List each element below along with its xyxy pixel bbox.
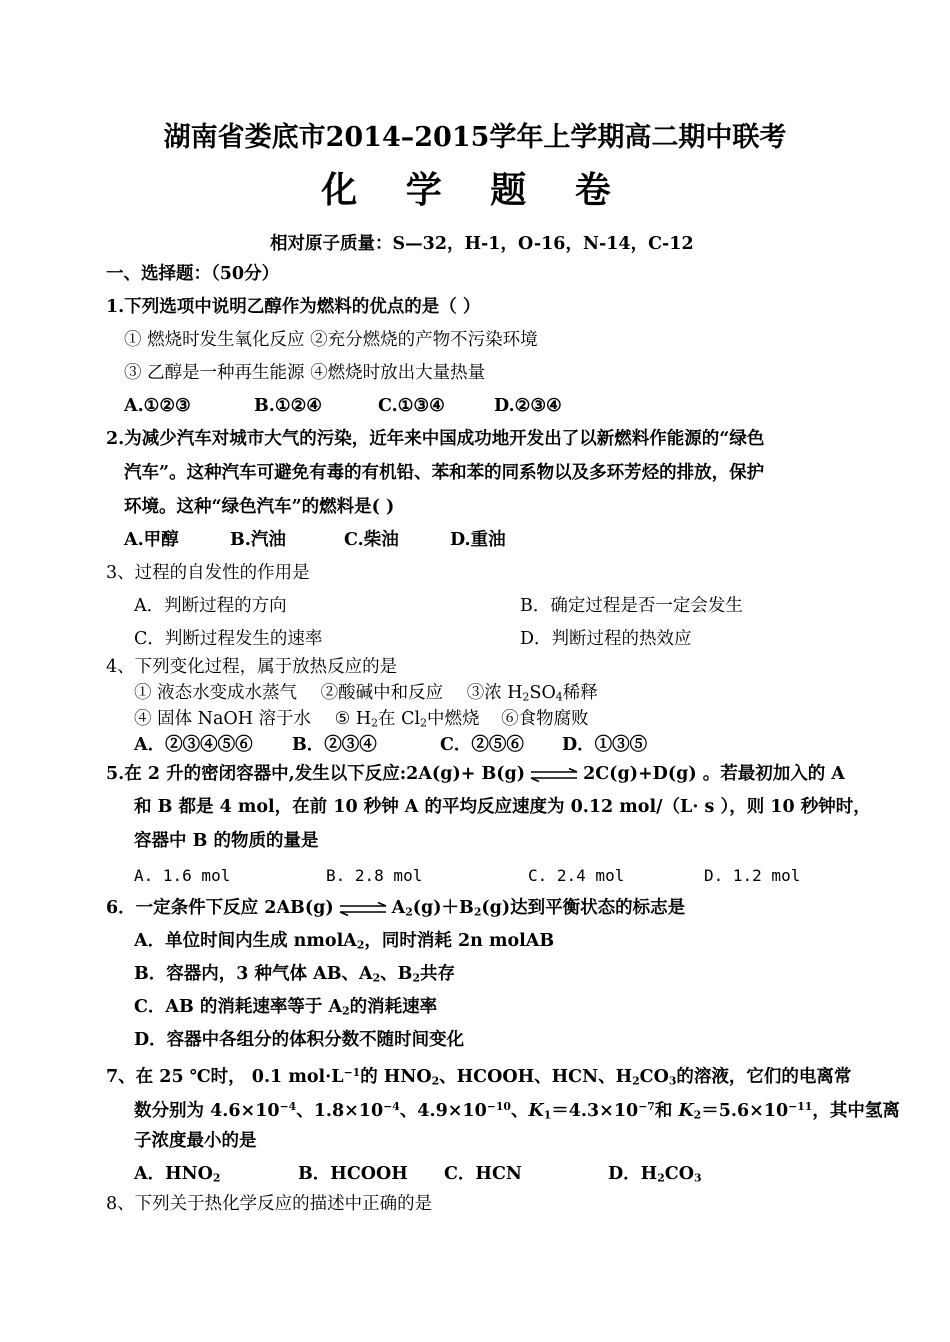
q3-stem: 3、过程的自发性的作用是 [106, 563, 310, 583]
q1-option-c: C.①③④ [378, 396, 445, 416]
q5-option-d: D. 1.2 mol [704, 866, 801, 885]
q4-line2 [134, 707, 589, 736]
q6-option-b: B．容器内，3 种气体 AB、$A_2$、$B_2$共存 [134, 964, 455, 985]
q1-line2: ③ 乙醇是一种再生能源 ④燃烧时放出大量热量 [124, 363, 486, 383]
q5-line3: 容器中 B 的物质的量是 [134, 831, 319, 851]
q5-line1: 5.在 2 升的密闭容器中,发生以下反应:2A(g)+ B(g) 2C(g)+D(g) 。若最初加入的 A [106, 764, 845, 784]
q1-option-b: B.①②④ [254, 396, 322, 416]
section-heading: 一、选择题：（50分） [106, 264, 280, 284]
q4-item-4: ④ 固体 NaOH 溶于水 [134, 709, 312, 729]
q5-option-b: B. 2.8 mol [326, 866, 423, 885]
q1-option-a: A.①②③ [124, 396, 191, 416]
q4-item-6: ⑥食物腐败 [501, 709, 589, 729]
q3-option-a: A．判断过程的方向 [134, 596, 287, 616]
exam-title: 湖南省娄底市2014–2015学年上学期高二期中联考 [163, 122, 787, 153]
equilibrium-arrow-icon [338, 902, 388, 916]
q4-stem: 4、下列变化过程，属于放热反应的是 [106, 657, 398, 677]
q2-line2: 汽车”。这种汽车可避免有毒的有机铅、苯和苯的同系物以及多环芳烃的排放，保护 [124, 463, 765, 483]
q2-option-c: C.柴油 [344, 530, 399, 550]
q4-option-a: A．②③④⑤⑥ [134, 735, 253, 755]
q4-item-2: ②酸碱中和反应 [320, 683, 444, 703]
q6-option-c: C．AB 的消耗速率等于 $A_2$的消耗速率 [134, 997, 438, 1018]
q7-option-d: D．$H_2CO_3$ [608, 1164, 702, 1185]
q4-option-c: C．②⑤⑥ [440, 735, 524, 755]
q4-option-d: D．①③⑤ [562, 735, 648, 755]
q5-option-c: C. 2.4 mol [528, 866, 625, 885]
q4-option-b: B．②③④ [292, 735, 377, 755]
q6-stem: 6．一定条件下反应 2AB(g) $A_2(g)+B_2(g)$达到平衡状态的标志是 [106, 898, 686, 919]
q4-line1 [134, 681, 598, 710]
q8-stem: 8、下列关于热化学反应的描述中正确的是 [106, 1194, 433, 1214]
q5-line2: 和 B 都是 4 mol，在前 10 秒钟 A 的平均反应速度为 0.12 mol/（L· s ），则 10 秒钟时， [134, 797, 871, 817]
q2-line3: 环境。这种“绿色汽车”的燃料是( ) [124, 497, 395, 517]
q2-option-b: B.汽油 [230, 530, 286, 550]
q1-line1: ① 燃烧时发生氧化反应 ②充分燃烧的产物不污染环境 [124, 330, 538, 350]
q5-option-a: A. 1.6 mol [134, 866, 231, 885]
q2-option-a: A.甲醇 [124, 530, 179, 550]
q4-item-1: ① 液态水变成水蒸气 [134, 683, 298, 703]
q4-item-3: ③浓 $H_2SO_4$稀释 [466, 683, 598, 704]
atomic-masses: 相对原子质量：S—32，H-1，O-16，N-14，C-12 [270, 234, 694, 254]
q1-option-d: D.②③④ [494, 396, 562, 416]
q7-line2: 数分别为 $4.6\times 10^{-4}$、$1.8\times 10^{-4}$、$4.9\times 10^{-10}$、$K_1=4.3\times 10^{-7}$和 $K_2=5.6\times 10^{-11}$，其中氢离 [134, 1100, 900, 1122]
q2-option-d: D.重油 [450, 530, 506, 550]
q3-option-c: C．判断过程发生的速率 [134, 629, 323, 649]
q4-item-5: ⑤ $H_2$在 $Cl_2$中燃烧 [334, 709, 480, 730]
q6-option-a: A．单位时间内生成 nmolA$_2$，同时消耗 2n molAB [134, 931, 555, 952]
q7-option-c: C．HCN [444, 1164, 522, 1184]
q3-option-d: D．判断过程的热效应 [520, 629, 692, 649]
q7-line1: 7、在 25 ℃时， 0.1 $mol\cdot L^{-1}$的 $HNO_2$、HCOOH、HCN、$H_2CO_3$的溶液，它们的电离常 [106, 1066, 852, 1088]
q3-option-b: B．确定过程是否一定会发生 [520, 596, 743, 616]
q1-stem: 1.下列选项中说明乙醇作为燃料的优点的是（ ） [106, 297, 481, 317]
equilibrium-arrow-icon [529, 768, 579, 782]
q7-option-b: B．HCOOH [298, 1164, 408, 1184]
q2-line1: 2.为减少汽车对城市大气的污染，近年来中国成功地开发出了以新燃料作能源的“绿色 [106, 429, 765, 449]
q7-line3: 子浓度最小的是 [134, 1131, 257, 1151]
q7-option-a: A．$HNO_2$ [134, 1164, 221, 1185]
q6-option-d: D．容器中各组分的体积分数不随时间变化 [134, 1030, 465, 1050]
exam-subtitle: 化 学 题 卷 [321, 169, 629, 211]
